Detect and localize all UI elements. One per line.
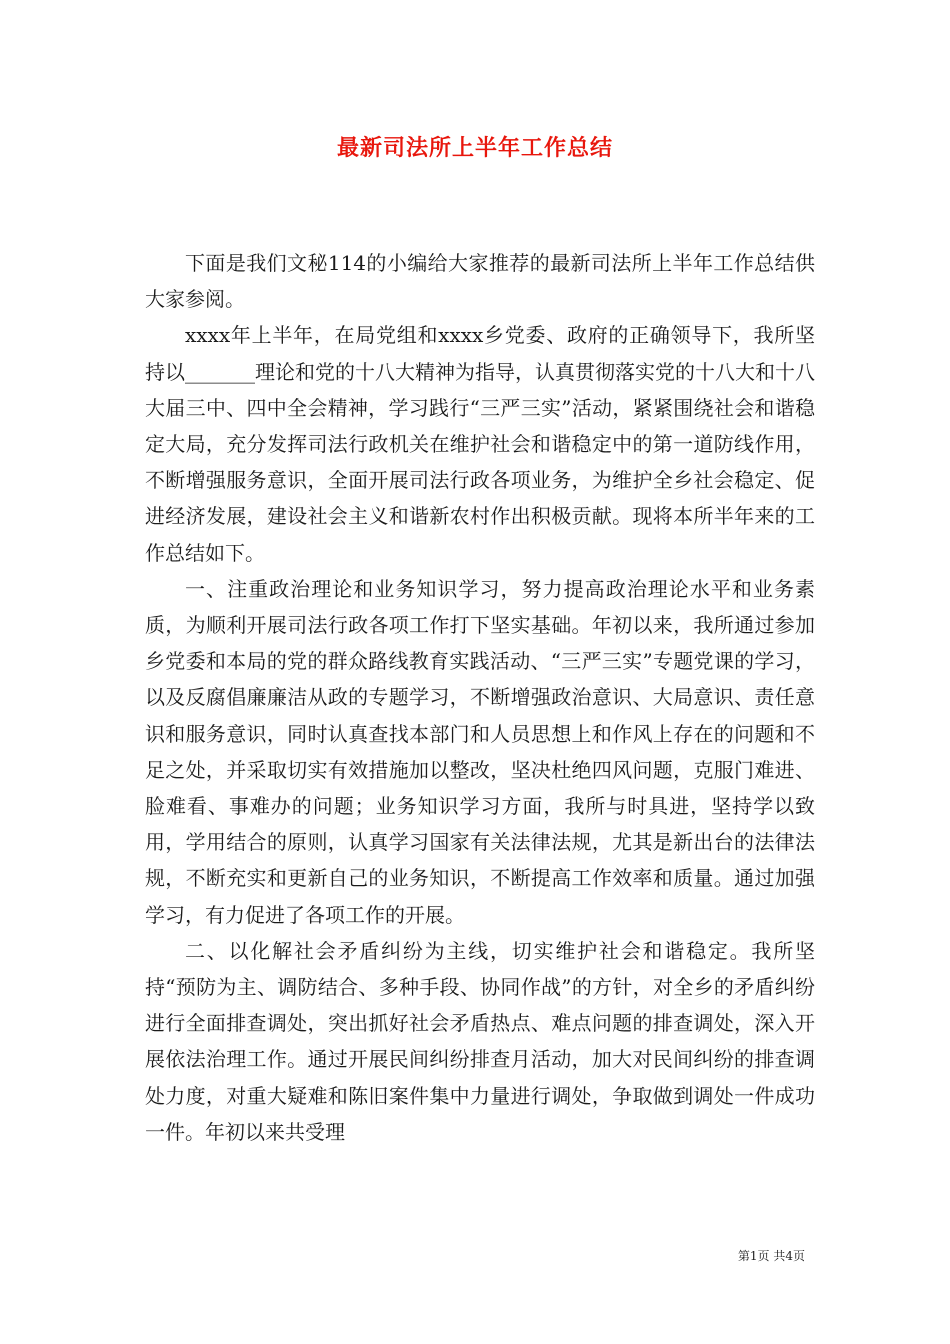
paragraph-section-two: 二、以化解社会矛盾纠纷为主线，切实维护社会和谐稳定。我所坚持“预防为主、调防结合、多种手段、协同作战”的方针，对全乡的矛盾纠纷进行全面排查调处，突出抓好社会矛盾热点、难点问题的排查调处，深入开展依法治理工作。通过开展民间纠纷排查月活动，加大对民间纠纷的排查调处力度，对重大疑难和陈旧案件集中力量进行调处，争取做到调处一件成功一件。年初以来共受理 <box>145 938 815 1144</box>
paragraph-overview: xxxx年上半年，在局党组和xxxx乡党委、政府的正确领导下，我所坚持以_______理论和党的十八大精神为指导，认真贯彻落实党的十八大和十八大届三中、四中全会精神，学习践行“三严三实”活动，紧紧围绕社会和谐稳定大局，充分发挥司法行政机关在维护社会和谐稳定中的第一道防线作用，不断增强服务意识，全面开展司法行政各项业务，为维护全乡社会稳定、促进经济发展，建设社会主义和谐新农村作出积极贡献。现将本所半年来的工作总结如下。 <box>145 323 815 565</box>
document-body <box>145 245 815 1150</box>
paragraph-intro: 下面是我们文秘114的小编给大家推荐的最新司法所上半年工作总结供大家参阅。 <box>145 251 815 312</box>
page-number: 第1页 共4页 <box>737 1249 805 1263</box>
document-title: 最新司法所上半年工作总结 <box>336 135 613 161</box>
paragraph-section-one: 一、注重政治理论和业务知识学习，努力提高政治理论水平和业务素质，为顺利开展司法行政各项工作打下坚实基础。年初以来，我所通过参加乡党委和本局的党的群众路线教育实践活动、“三严三实”专题党课的学习，以及反腐倡廉廉洁从政的专题学习，不断增强政治意识、大局意识、责任意识和服务意识，同时认真查找本部门和人员思想上和作风上存在的问题和不足之处，并采取切实有效措施加以整改，坚决杜绝四风问题，克服门难进、脸难看、事难办的问题；业务知识学习方面，我所与时具进，坚持学以致用，学用结合的原则，认真学习国家有关法律法规，尤其是新出台的法律法规，不断充实和更新自己的业务知识，不断提高工作效率和质量。通过加强学习，有力促进了各项工作的开展。 <box>145 576 815 927</box>
